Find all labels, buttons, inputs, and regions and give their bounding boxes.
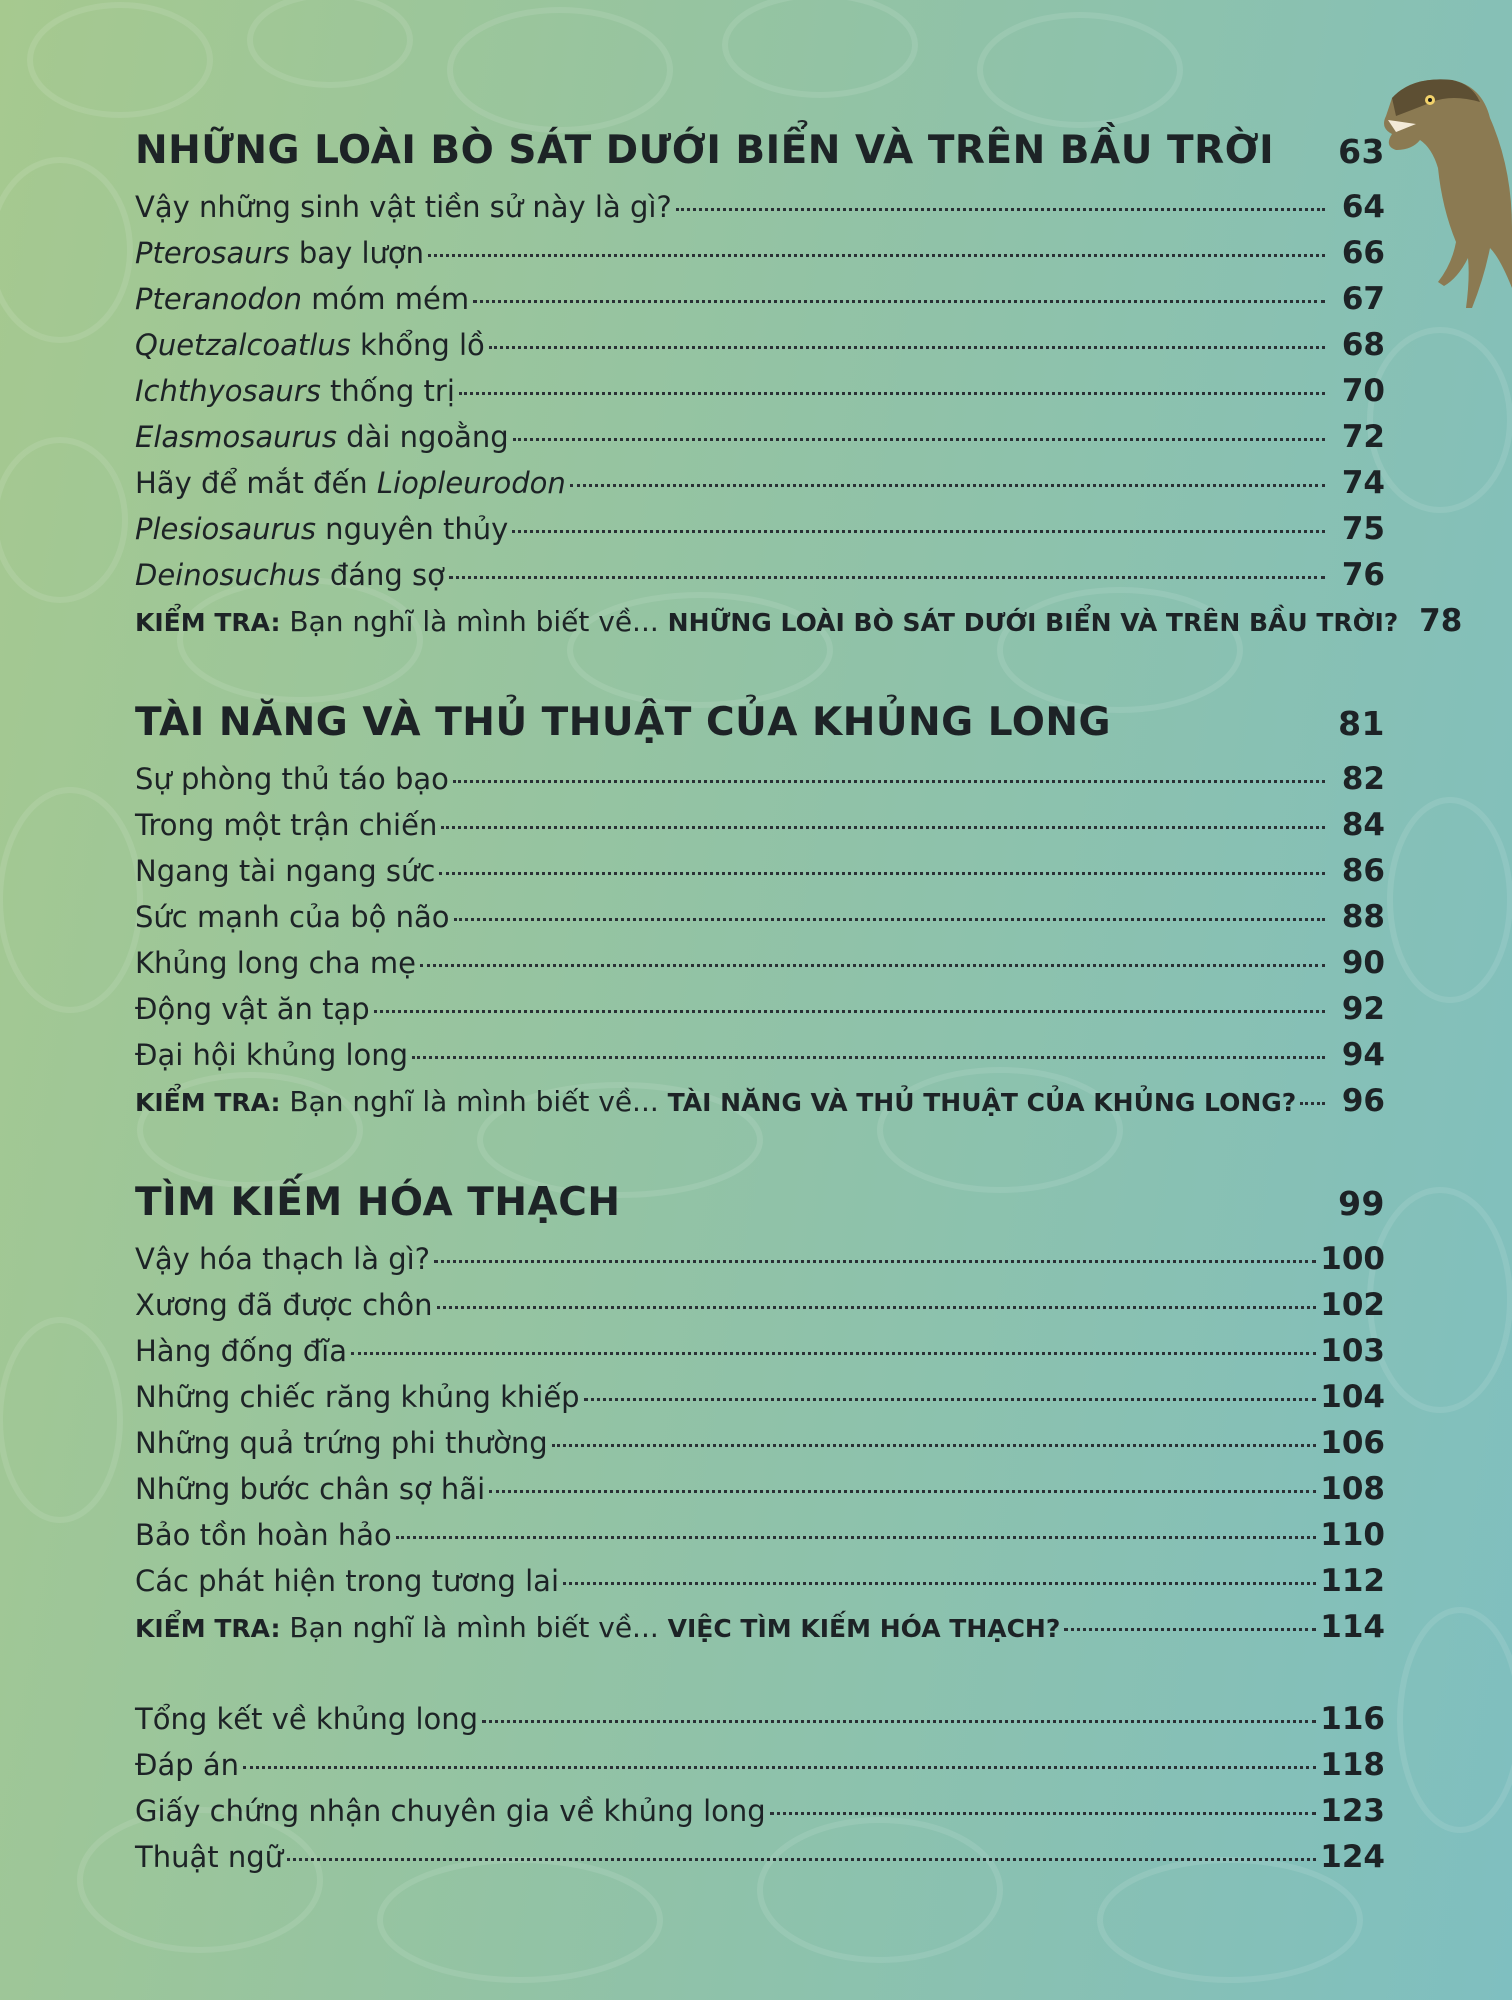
dot-leader bbox=[434, 1260, 1316, 1263]
table-of-contents bbox=[135, 118, 1463, 1926]
entry-page-number: 124 bbox=[1320, 1839, 1385, 1875]
toc-entry[interactable]: Trong một trận chiến 84 bbox=[135, 802, 1385, 848]
dot-leader bbox=[512, 530, 1325, 533]
entry-page-number: 70 bbox=[1341, 373, 1385, 409]
entry-page-number: 114 bbox=[1320, 1609, 1385, 1645]
dot-leader bbox=[243, 1766, 1316, 1769]
quiz-topic: NHỮNG LOÀI BÒ SÁT DƯỚI BIỂN VÀ TRÊN BẦU TRỜI? bbox=[667, 608, 1399, 637]
toc-extras bbox=[135, 1696, 1385, 1880]
dot-leader bbox=[676, 208, 1325, 211]
dot-leader bbox=[374, 1010, 1325, 1013]
dot-leader bbox=[552, 1444, 1317, 1447]
entry-page-number: 82 bbox=[1341, 761, 1385, 797]
toc-entry[interactable]: Những quả trứng phi thường 106 bbox=[135, 1420, 1385, 1466]
section-page-number: 63 bbox=[1338, 132, 1385, 171]
entry-page-number: 96 bbox=[1341, 1083, 1385, 1119]
toc-entry[interactable]: Sự phòng thủ táo bạo 82 bbox=[135, 756, 1385, 802]
entry-page-number: 123 bbox=[1320, 1793, 1385, 1829]
entry-page-number: 108 bbox=[1320, 1471, 1385, 1507]
dot-leader bbox=[489, 1490, 1316, 1493]
entry-page-number: 106 bbox=[1320, 1425, 1385, 1461]
toc-entry[interactable]: Pterosaurs bay lượn 66 bbox=[135, 230, 1385, 276]
toc-entry[interactable]: Các phát hiện trong tương lai 112 bbox=[135, 1558, 1385, 1604]
toc-section bbox=[135, 1170, 1385, 1650]
toc-entry[interactable]: Vậy những sinh vật tiền sử này là gì? 64 bbox=[135, 184, 1385, 230]
quiz-entry[interactable]: KIỂM TRA: Bạn nghĩ là mình biết về... NHỮNG LOÀI BÒ SÁT DƯỚI BIỂN VÀ TRÊN BẦU TRỜI? 78 bbox=[135, 598, 1385, 644]
dot-leader bbox=[441, 826, 1325, 829]
toc-entry[interactable]: Động vật ăn tạp 92 bbox=[135, 986, 1385, 1032]
dot-leader bbox=[482, 1720, 1316, 1723]
quiz-label: KIỂM TRA: bbox=[135, 1088, 281, 1117]
entry-page-number: 67 bbox=[1341, 281, 1385, 317]
dot-leader bbox=[396, 1536, 1317, 1539]
quiz-label: KIỂM TRA: bbox=[135, 1614, 281, 1643]
section-heading bbox=[135, 118, 1385, 184]
entry-page-number: 78 bbox=[1419, 603, 1463, 639]
entry-page-number: 74 bbox=[1341, 465, 1385, 501]
dot-leader bbox=[459, 392, 1325, 395]
section-page-number: 81 bbox=[1338, 704, 1385, 743]
toc-entry[interactable]: Plesiosaurus nguyên thủy 75 bbox=[135, 506, 1385, 552]
toc-entry[interactable]: Deinosuchus đáng sợ 76 bbox=[135, 552, 1385, 598]
dot-leader bbox=[351, 1352, 1316, 1355]
entry-page-number: 103 bbox=[1320, 1333, 1385, 1369]
dot-leader bbox=[770, 1812, 1317, 1815]
entry-page-number: 112 bbox=[1320, 1563, 1385, 1599]
dot-leader bbox=[453, 780, 1325, 783]
entry-page-number: 116 bbox=[1320, 1701, 1385, 1737]
toc-entry[interactable]: Hàng đống đĩa 103 bbox=[135, 1328, 1385, 1374]
entry-page-number: 92 bbox=[1341, 991, 1385, 1027]
toc-entry[interactable]: Bảo tồn hoàn hảo 110 bbox=[135, 1512, 1385, 1558]
toc-entry[interactable]: Elasmosaurus dài ngoằng 72 bbox=[135, 414, 1385, 460]
toc-entry[interactable]: Vậy hóa thạch là gì? 100 bbox=[135, 1236, 1385, 1282]
dot-leader bbox=[449, 576, 1325, 579]
dot-leader bbox=[437, 1306, 1317, 1309]
entry-page-number: 64 bbox=[1341, 189, 1385, 225]
toc-entry[interactable]: Quetzalcoatlus khổng lồ 68 bbox=[135, 322, 1385, 368]
dot-leader bbox=[454, 918, 1325, 921]
quiz-topic: VIỆC TÌM KIẾM HÓA THẠCH? bbox=[667, 1614, 1061, 1643]
toc-entry[interactable]: Sức mạnh của bộ não 88 bbox=[135, 894, 1385, 940]
dot-leader bbox=[1300, 1102, 1325, 1105]
dot-leader bbox=[428, 254, 1325, 257]
entry-page-number: 66 bbox=[1341, 235, 1385, 271]
dot-leader bbox=[563, 1582, 1316, 1585]
section-heading bbox=[135, 690, 1385, 756]
dot-leader bbox=[584, 1398, 1317, 1401]
quiz-topic: TÀI NĂNG VÀ THỦ THUẬT CỦA KHỦNG LONG? bbox=[667, 1088, 1297, 1117]
dot-leader bbox=[513, 438, 1325, 441]
entry-page-number: 102 bbox=[1320, 1287, 1385, 1323]
toc-entry[interactable]: Ngang tài ngang sức 86 bbox=[135, 848, 1385, 894]
toc-entry[interactable]: Đáp án 118 bbox=[135, 1742, 1385, 1788]
quiz-label: KIỂM TRA: bbox=[135, 608, 281, 637]
toc-entry[interactable]: Đại hội khủng long 94 bbox=[135, 1032, 1385, 1078]
entry-page-number: 76 bbox=[1341, 557, 1385, 593]
dot-leader bbox=[489, 346, 1325, 349]
entry-page-number: 86 bbox=[1341, 853, 1385, 889]
entry-page-number: 68 bbox=[1341, 327, 1385, 363]
toc-entry[interactable]: Thuật ngữ 124 bbox=[135, 1834, 1385, 1880]
section-heading bbox=[135, 1170, 1385, 1236]
dot-leader bbox=[473, 300, 1325, 303]
quiz-entry[interactable]: KIỂM TRA: Bạn nghĩ là mình biết về... VIỆC TÌM KIẾM HÓA THẠCH? 114 bbox=[135, 1604, 1385, 1650]
entry-page-number: 90 bbox=[1341, 945, 1385, 981]
toc-entry[interactable]: Pteranodon móm mém 67 bbox=[135, 276, 1385, 322]
toc-entry[interactable]: Hãy để mắt đến Liopleurodon 74 bbox=[135, 460, 1385, 506]
dot-leader bbox=[439, 872, 1325, 875]
toc-section bbox=[135, 118, 1463, 644]
entry-page-number: 88 bbox=[1341, 899, 1385, 935]
dot-leader bbox=[1064, 1628, 1316, 1631]
entry-page-number: 110 bbox=[1320, 1517, 1385, 1553]
section-title: NHỮNG LOÀI BÒ SÁT DƯỚI BIỂN VÀ TRÊN BẦU TRỜI bbox=[135, 128, 1275, 173]
toc-entry[interactable]: Những bước chân sợ hãi 108 bbox=[135, 1466, 1385, 1512]
toc-entry[interactable]: Khủng long cha mẹ 90 bbox=[135, 940, 1385, 986]
dinosaur-illustration bbox=[1372, 58, 1512, 338]
section-page-number: 99 bbox=[1338, 1184, 1385, 1223]
toc-entry[interactable]: Những chiếc răng khủng khiếp 104 bbox=[135, 1374, 1385, 1420]
toc-entry[interactable]: Ichthyosaurs thống trị 70 bbox=[135, 368, 1385, 414]
dot-leader bbox=[570, 484, 1325, 487]
section-title: TÀI NĂNG VÀ THỦ THUẬT CỦA KHỦNG LONG bbox=[135, 700, 1112, 745]
dot-leader bbox=[420, 964, 1325, 967]
toc-entry[interactable]: Tổng kết về khủng long 116 bbox=[135, 1696, 1385, 1742]
toc-section bbox=[135, 690, 1385, 1124]
entry-page-number: 104 bbox=[1320, 1379, 1385, 1415]
dot-leader bbox=[287, 1858, 1316, 1861]
quiz-entry[interactable]: KIỂM TRA: Bạn nghĩ là mình biết về... TÀI NĂNG VÀ THỦ THUẬT CỦA KHỦNG LONG? 96 bbox=[135, 1078, 1385, 1124]
entry-page-number: 118 bbox=[1320, 1747, 1385, 1783]
entry-page-number: 84 bbox=[1341, 807, 1385, 843]
entry-page-number: 75 bbox=[1341, 511, 1385, 547]
section-title: TÌM KIẾM HÓA THẠCH bbox=[135, 1180, 621, 1225]
entry-page-number: 94 bbox=[1341, 1037, 1385, 1073]
entry-page-number: 72 bbox=[1341, 419, 1385, 455]
dot-leader bbox=[412, 1056, 1325, 1059]
toc-entry[interactable]: Giấy chứng nhận chuyên gia về khủng long 123 bbox=[135, 1788, 1385, 1834]
toc-entry[interactable]: Xương đã được chôn 102 bbox=[135, 1282, 1385, 1328]
entry-page-number: 100 bbox=[1320, 1241, 1385, 1277]
